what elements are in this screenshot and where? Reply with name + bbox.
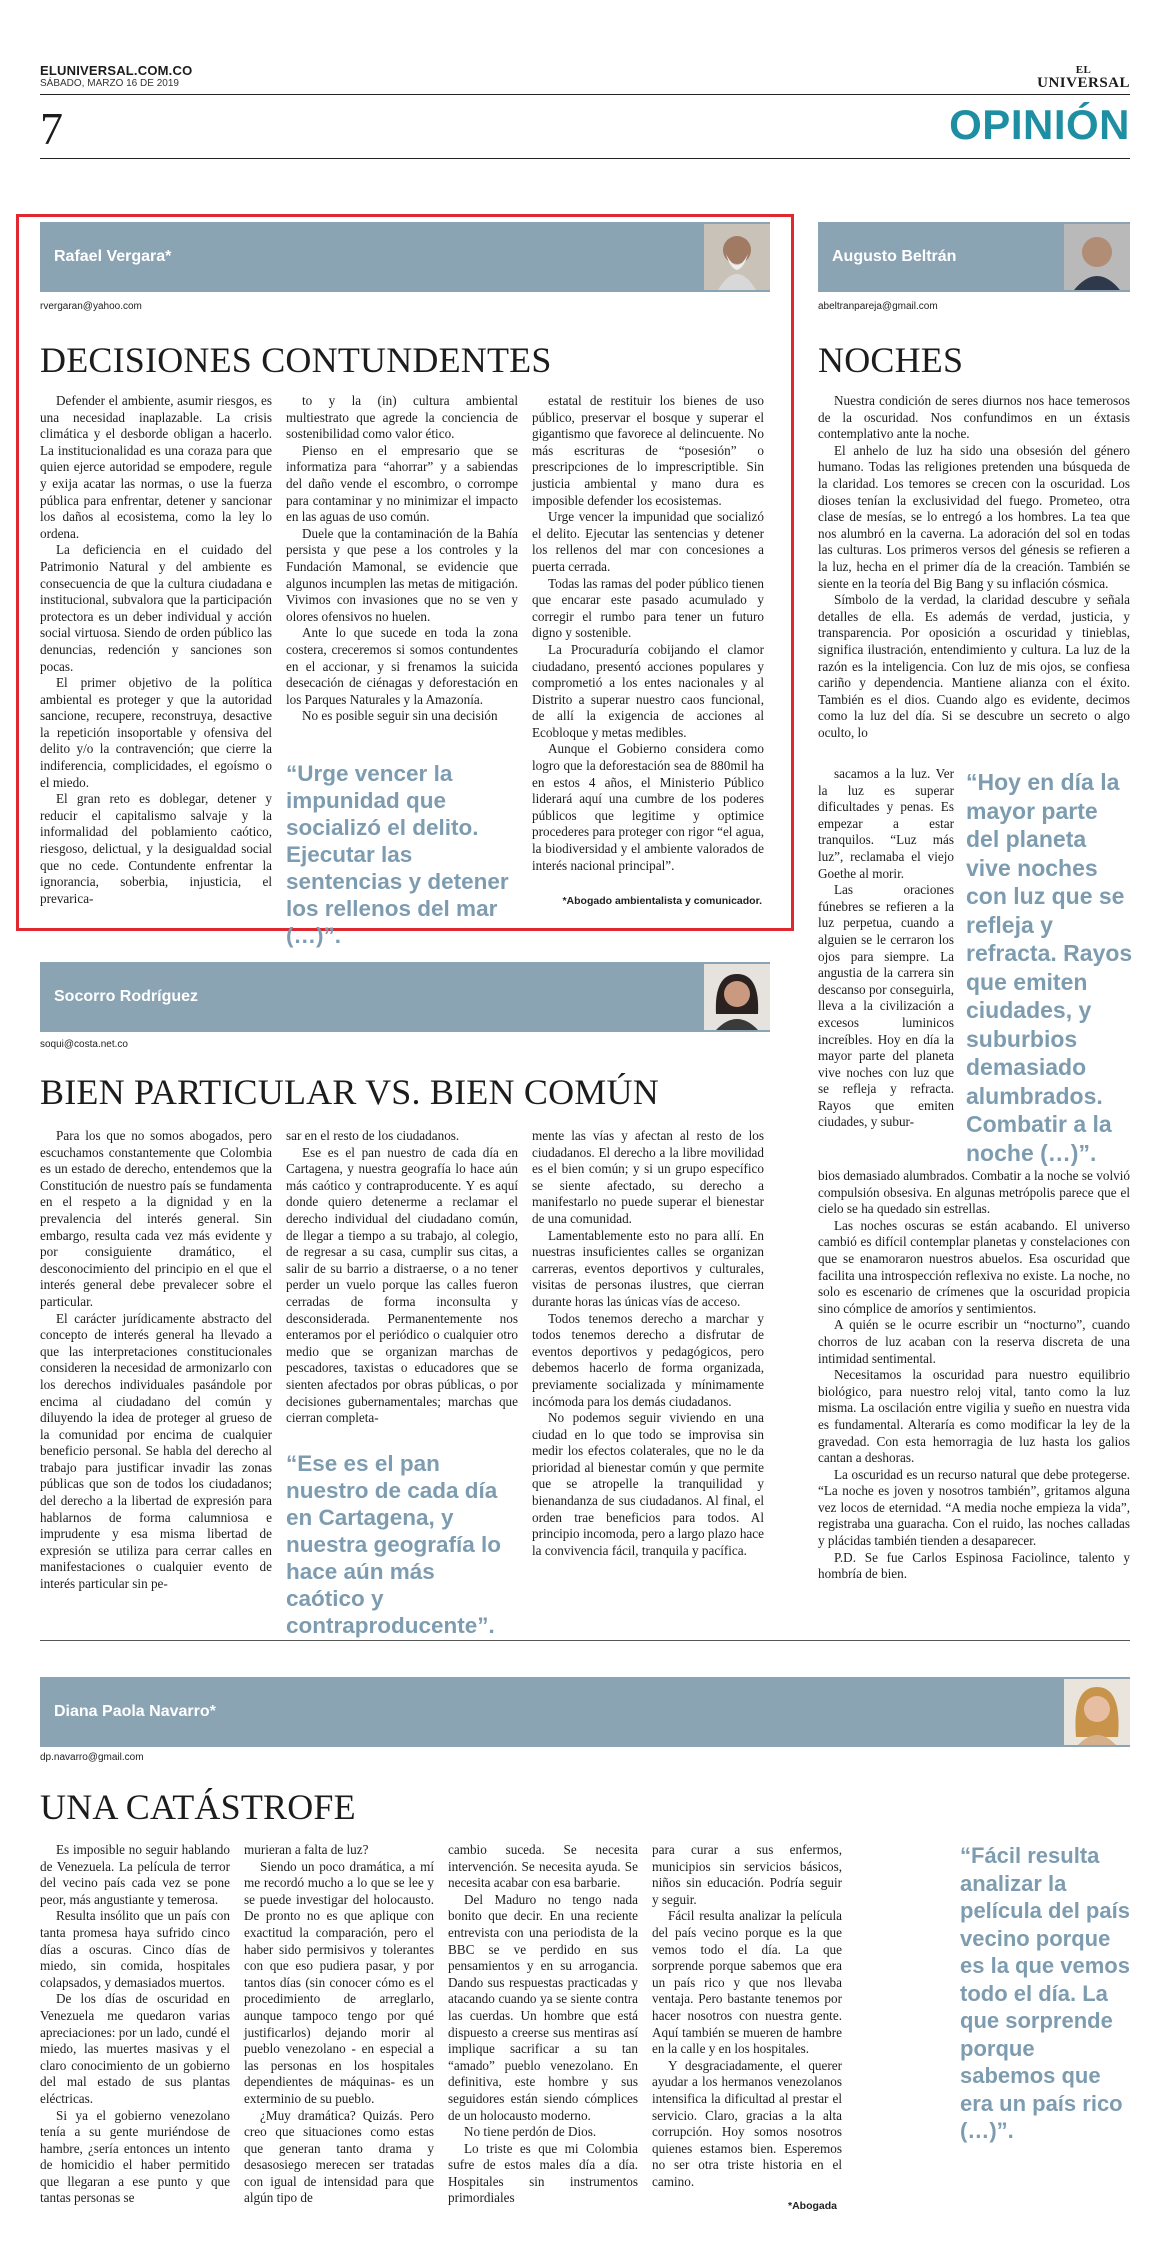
issue-date: SÁBADO, MARZO 16 DE 2019 [40,78,179,89]
author-band-rodriguez [40,962,770,1032]
paragraph: El anhelo de luz ha sido una obsesión del género humano. Todas las religiones pretenden una búsqueda de la claridad. Los temores se crecen con la oscuridad. Los dioses tenían la exclusividad del fuego. Prometeo, otra clase de mesías, se lo entregó a los hombres. La tea que nos alumbró en la caverna. La adoración del sol en todas las culturas. Los primeros versos del génesis se refieren a la luz, hecha en el primer día de la creación. También se siente en la teoría del Big Bang y su inflación cósmica. [818,442,1130,591]
paragraph: No es posible seguir sin una decisión [302,708,498,724]
paragraph: cambio suceda. Se necesita intervención. Se necesita ayuda. Se necesita acabar con esa barbarie. [448,1842,638,1891]
paragraph: ¿Muy dramática? Quizás. Pero creo que situaciones como estas que generan tanto drama y desasosiego merecen ser tratadas con igual de intensidad para que algún tipo de [244,2107,434,2206]
article-column [818,1168,1130,1613]
newspaper-logo [1037,64,1130,90]
paragraph: Lo triste es que mi Colombia sufre de estos males día a día. Hospitales sin instrumentos primordiales [448,2140,638,2206]
paragraph: Ante lo que sucede en toda la zona costera, creceremos si somos contundentes en el accionar, y si frenamos la suicida desecación de ciénagas y deforestación en los Parques Naturales y la Amazonía. [286,625,518,707]
paragraph: bios demasiado alumbrados. Combatir a la noche se volvió compulsión obsesiva. En algunas metrópolis parece que el cielo se ha quedado sin estrellas. [818,1168,1130,1217]
paragraph: estatal de restituir los bienes de uso público, preservar el bosque y superar el gigantismo que favorece al delincuente. No más escrituras de “posesión” o prescripciones de lo imprescriptible. Sin justicia ambiental y mano dura es imposible defender los ecosistemas. [532,393,764,508]
pull-quote: “Ese es el pan nuestro de cada día en Cartagena, y nuestra geografía lo hace aún más caótico y contraproducente”. [286,1451,502,1638]
paragraph: De los días de oscuridad en Venezuela me quedaron varias apreciaciones: por un lado, cundé el miedo, las muertes masivas y el claro conocimiento de un gobierno del mal estado de sus plantas eléctricas. [40,1991,230,2106]
paragraph: Del Maduro no tengo nada bonito que decir. En una reciente entrevista con una periodista de la BBC se ve perdido en sus pensamientos y en su arrogancia. Dando sus respuestas practicadas y atacando cuando ya se siente contra las cuerdas. Un hombre que está dispuesto a creerse sus mentiras así implique sacrificar a su tan “amado” pueblo venezolano. En definitiva, este hombre y sus seguidores están siendo cómplices de un holocausto moderno. [448,1891,638,2123]
article-column [244,1842,434,2222]
paragraph: Si ya el gobierno venezolano tenía a su gente muriéndose de hambre, ¿sería entonces un intento de homicidio el haber permitido que llegaran a ese punto y que tantas personas se [40,2107,230,2206]
paragraph: Fácil resulta analizar la película del país vecino porque es la que vemos todo el día. La que sorprende porque sabemos que era un país rico y que nos llevaba ventaja. Pero bastante tenemos por hacer nosotros con nuestra gente. Aquí también se mueren de hambre en la calle y en los hospitales. [652,1908,842,2057]
paragraph: Para los que no somos abogados, pero escuchamos constantemente que Colombia es un estado de derecho, entendemos que la Constitución de nuestro país se fundamenta en el respeto a la dignidad y en la prevalencia del interés general. Sin embargo, resulta cada vez más evidente y por consiguiente dramático, el desconocimiento del principio en el que el interés general debe prevalecer sobre el particular. [40,1128,272,1309]
logo-top: EL [1075,64,1092,76]
author-band-vergara [40,222,770,292]
author-portrait-icon [1064,1679,1130,1745]
author-email[interactable]: soqui@costa.net.co [40,1039,128,1050]
author-name: Augusto Beltrán [832,248,957,265]
paragraph: Símbolo de la verdad, la claridad descubre y señala detalles de ella. Es además de verdad, justicia, y transparencia. Por oposición a oscuridad y tinieblas, significa ilustración, entendimiento y cultura. La luz de la razón es la inteligencia. Con luz de mis ojos, se confiesa cariño y dependencia. Mantiene alianza con el éxito. También es el dios. Cuando algo es evidente, decimos como la luz del día. Si se descubre un secreto o algo oculto, lo [818,592,1130,740]
article-column [40,1128,272,1618]
article-column [448,1842,638,2222]
logo-bottom: UNIVERSAL [1037,75,1130,91]
author-photo [704,224,770,290]
paragraph: Ese es el pan nuestro de cada día en Cartagena, y nuestra geografía lo hace aún más caótico y contraproducente. Y es aquí donde quiero detenerme a reclamar el derecho individual del ciudadano común, de llegar a tiempo a su trabajo, al colegio, de regresar a su casa, cumplir sus citas, a salir de su barrio a distraerse, o a no tener perder un vuelo porque las calles fueron cerradas de forma inconsulta y desconsiderada. Permanentemente nos enteramos por el periódico o cualquier otro medio que se organizan marchas de pescadores, taxistas o educadores que se sienten afectados por obras públicas, o por decisiones gubernamentales; marchas que cierran completa- [286,1144,518,1426]
header-rule [40,94,1130,95]
paragraph: El carácter jurídicamente abstracto del concepto de interés general ha llevado a que las interpretaciones constitucionales consideren la necesidad de armonizarlo con los derechos individuales pasándole por encima al ciudadano del común y diluyendo la idea de proteger al grueso de la comunidad por encima de cualquier beneficio personal. Se habla del derecho al trabajo para justificar invadir las zonas públicas que son de todos los ciudadanos; del derecho a la libertad de expresión para hablarnos de forma calumniosa e imprudente y esa misma libertad de expresión se utiliza para cerrar calles en manifestaciones o cualquier evento de interés particular sin pe- [40,1310,272,1592]
paragraph: Necesitamos la oscuridad para nuestro equilibrio biológico, para nuestro reloj vital, tanto como la luz misma. La oscilación entre vigilia y sueño en nuestra vida es fundamental. Alteraría es como modificar la ley de la gravedad. Con esta hemorragia de luz hasta los galios cantan a deshoras. [818,1367,1130,1466]
article-headline: NOCHES [818,340,964,380]
article-column [40,1842,230,2222]
pull-quote: “Hoy en día la mayor parte del planeta vive noches con luz que se refleja y refracta. Rayos que emiten ciudades, y suburbios demasiado alumbrados. Combatir a la noche (…)”. [966,769,1133,1166]
article-column [532,393,764,893]
paragraph: Nuestra condición de seres diurnos nos hace temerosos de la oscuridad. Nos confundimos en un éxtasis contemplativo ante la noche. [818,393,1130,442]
article-column [652,1842,842,2192]
paragraph: Resulta insólito que un país con tanta promesa haya sufrido cinco días a oscuras. Cinco días de miedo, sin comida, hospitales colapsados, y demasiados muertos. [40,1908,230,1990]
paragraph: murieran a falta de luz? [244,1842,369,1857]
paragraph: Y desgraciadamente, el querer ayudar a los hermanos venezolanos intensifica la dificultad al prestar el servicio. Claro, gracias a la alta corrupción. Hoy somos nosotros quienes estamos bien. Esperemos no ser otra triste historia en el camino. [652,2057,842,2189]
author-email[interactable]: abeltranpareja@gmail.com [818,301,938,312]
author-photo [1064,1679,1130,1745]
paragraph: A quién se le ocurre escribir un “nocturno”, cuando chorros de luz acaban con la reserva discreta de una intimidad sentimental. [818,1317,1130,1366]
paragraph: Urge vencer la impunidad que socializó el delito. Ejecutar las sentencias y detener los rellenos del mar con concesiones a puerta cerrada. [532,509,764,574]
section-rule [40,158,1130,159]
paragraph: No podemos seguir viviendo en una ciudad en lo que todo se improvisa sin medir los efectos colaterales, que no le da prioridad al bienestar común y que permite que se atropelle la tranquilidad y bienandanza de sus ciudadanos. Al final, el orden trae beneficios para todos. Al principio incomoda, pero a largo plazo hace la convivencia fácil, tranquila y pacífica. [532,1410,764,1558]
paragraph: Siendo un poco dramática, a mí me recordó mucho a lo que se lee y se puede investigar del holocausto. De pronto no es que aplique con exactitud la comparación, pero el haber sido permisivos y tolerantes con que eso pudiera pasar, y por tantos días (sin conocer cómo es el procedimiento de arreglarlo, aunque tampoco tengo por qué justificarlos) dejando morir al pueblo venezolano - en especial a las personas en los hospitales dependientes de máquinas- es un exterminio de su pueblo. [244,1858,434,2106]
author-note: *Abogada [788,2200,838,2212]
paragraph: sacamos a la luz. Ver la luz es superar dificultades y penas. Es empezar a estar tranquilos. “Luz más luz”, reclamaba el viejo Goethe al morir. [818,766,954,881]
author-photo [1064,224,1130,290]
article-column [286,393,518,753]
article-column [818,393,1130,765]
article-column [286,1128,518,1440]
author-photo [704,964,770,1030]
pull-quote: “Urge vencer la impunidad que socializó el delito. Ejecutar las sentencias y detener los rellenos del mar (…)”. [286,761,509,948]
site-name[interactable]: ELUNIVERSAL.COM.CO [40,63,193,78]
author-note: *Abogado ambientalista y comunicador. [562,895,762,907]
article-column [532,1128,764,1618]
paragraph: sar en el resto de los ciudadanos. [286,1128,460,1143]
paragraph: Aunque el Gobierno considera como logro que la deforestación sea de 880mil ha en estos 4 años, el Ministerio Público liderará aquí una cumbre de los poderes públicos que legitime y optimice procederes para proteger con rigor “el agua, la biodiversidad y el ambiente valorados de interés nacional principal”. [532,741,764,873]
paragraph: Es imposible no seguir hablando de Venezuela. La película de terror del vecino país cada vez se pone peor, más angustiante y temerosa. [40,1842,230,1907]
article-column-narrow [818,766,954,1166]
section-title: OPINIÓN [949,101,1130,148]
paragraph: Lamentablemente esto no para allí. En nuestras insuficientes calles se organizan carreras, eventos deportivos y culturales, visitas de personas ilustres, que cierran durante horas las únicas vías de acceso. [532,1227,764,1309]
paragraph: Duele que la contaminación de la Bahía persista y que pese a los controles y la Fundación Mamonal, se evidencie que algunos incumplen las metas de mitigación. Vivimos con invasiones que no se ven y olores ofensivos no huelen. [286,525,518,624]
paragraph: La Procuraduría cobijando el clamor ciudadano, presentó acciones populares y comprometió a los entes nacionales y al Distrito a superar nuestro caos funcional, de allí la exigencia de acciones al Ecobloque y metas medibles. [532,641,764,740]
author-email[interactable]: rvergaran@yahoo.com [40,301,142,312]
author-portrait-icon [1064,224,1130,290]
paragraph: mente las vías y afectan al resto de los ciudadanos. El derecho a la libre movilidad es el bien común; y si un grupo específico se siente afectado, su derecho a manifestarlo no puede superar el bienestar de una comunidad. [532,1128,764,1226]
section-divider [40,1640,1130,1641]
paragraph: El primer objetivo de la política ambiental es proteger y que la autoridad sancione, recupere, reconstruya, desactive la repetición insoportable y ofensiva del delito y/o la contravención; que cierre la indiferencia, complicidades, el egoísmo o el miedo. [40,675,272,790]
author-band-beltran [818,222,1130,292]
page-number: 7 [40,103,63,154]
paragraph: No tiene perdón de Dios. [464,2124,597,2140]
author-portrait-icon [704,964,770,1030]
masthead [40,64,440,89]
paragraph: Las oraciones fúnebres se refieren a la luz perpetua, cuando a alguien se le cerraron los ojos para siempre. La angustia de la carrera sin descanso por conseguirla, lleva a la civilización a excesos luminicos increíbles. Hoy en día la mayor parte del planeta vive noches con luz que se refleja y refracta. Rayos que emiten ciudades, y subur- [818,882,954,1130]
author-name: Socorro Rodríguez [54,988,199,1005]
paragraph: Todos tenemos derecho a marchar y todos tenemos derecho a disfrutar de eventos deportivos y pedagógicos, pero debemos hacerlo de forma organizada, previamente socializada y mínimamente incómoda para los demás ciudadanos. [532,1310,764,1409]
paragraph: El gran reto es doblegar, detener y reducir el capitalismo salvaje y la informalidad del poblamiento caótico, riesgoso, delictual, y la desigualdad social que no cede. Contundente enfrentar la ignorancia, soberbia, injusticia, el prevarica- [40,791,272,906]
paragraph: para curar a sus enfermos, municipios sin servicios básicos, niños sin educación. Podría seguir y seguir. [652,1842,842,1907]
article-headline: BIEN PARTICULAR VS. BIEN COMÚN [40,1072,659,1112]
pull-quote: “Fácil resulta analizar la película del país vecino porque es la que vemos todo el día. La que sorprende porque sabemos que era un país rico (…)”. [960,1843,1130,2143]
article-headline: DECISIONES CONTUNDENTES [40,340,552,380]
author-name: Rafael Vergara* [54,248,172,265]
author-portrait-icon [704,224,770,290]
author-name: Diana Paola Navarro* [54,1703,216,1720]
paragraph: Defender el ambiente, asumir riesgos, es una necesidad inaplazable. La crisis climática y el desborde obligan a hacerlo. La institucionalidad es una coraza para que quien ejerce autoridad se empodere, regule y exija acatar las normas, o use la fuerza pública para enfrentar, detener y sancionar los daños al ecosistema, como la ley lo ordena. [40,393,272,541]
author-email[interactable]: dp.navarro@gmail.com [40,1752,144,1763]
paragraph: to y la (in) cultura ambiental multiestrato que agrede la conciencia de sostenibilidad como valor ético. [286,393,518,442]
article-headline: UNA CATÁSTROFE [40,1787,356,1827]
paragraph: Todas las ramas del poder público tienen que encarar este pasado acumulado y corregir el rumbo para tener un futuro digno y sostenible. [532,575,764,641]
paragraph: P.D. Se fue Carlos Espinosa Faciolince, talento y hombría de bien. [818,1549,1130,1582]
paragraph: La oscuridad es un recurso natural que debe protegerse. “La noche es joven y nosotros también”, gritamos alguna vez locos de eternidad. “A media noche empieza la vida”, registraba una guaracha. Con el ruido, las noches calladas y plácidas también tienden a desaparecer. [818,1466,1130,1549]
paragraph: La deficiencia en el cuidado del Patrimonio Natural y del ambiente es consecuencia de que la cultura ciudadana e institucional, subvalora que la participación protectora es un deber individual y acción social virtuosa. Siendo de orden público las denuncias, redención y sanciones son pocas. [40,542,272,674]
author-band-navarro [40,1677,1130,1747]
paragraph: Pienso en el empresario que se informatiza para “ahorrar” y a sabiendas del daño vende el escombro, o corrompe para contaminar y no minimizar el impacto en las aguas de uso común. [286,442,518,525]
article-column [40,393,272,906]
paragraph: Las noches oscuras se están acabando. El universo cambió es difícil contemplar planetas y constelaciones con que se enamoraron nuestros abuelos. Esa oscuridad que facilita una introspección reflexiva no existe. La noche, no solo es escenario de crímenes que la oscuridad propicia sino cómplice de amoríos y sentimientos. [818,1217,1130,1316]
